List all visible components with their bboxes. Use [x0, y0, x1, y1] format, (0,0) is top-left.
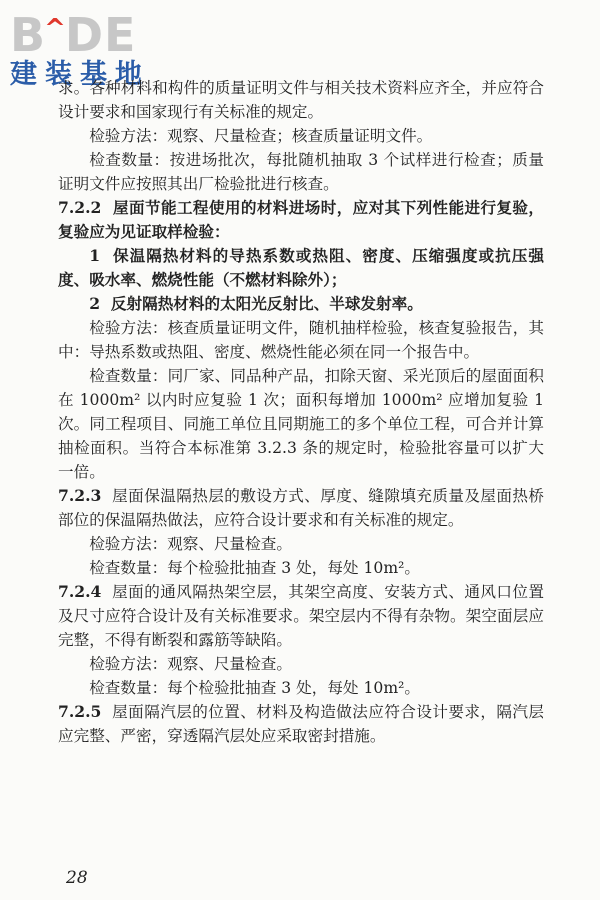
- paragraph-inspection-method: 检验方法：核查质量证明文件，随机抽样检验，核查复验报告，其中：导热系数或热阻、密度、燃烧性能必须在同一个报告中。: [58, 319, 544, 361]
- clause-7-2-4: [58, 580, 544, 652]
- clause-text: 屋面保温隔热层的敷设方式、厚度、缝隙填充质量及屋面热桥部位的保温隔热做法，应符合设计要求和有关标准的规定。: [58, 487, 544, 529]
- clause-number: 7.2.5: [58, 702, 102, 721]
- paragraph-inspection-method: 检验方法：观察、尺量检查。: [89, 535, 292, 553]
- logo-subtitle: 建装基地: [10, 59, 150, 90]
- document-body: [58, 76, 544, 748]
- paragraph-inspection-quantity: 检查数量：每个检验批抽查 3 处，每处 10m²。: [89, 559, 420, 577]
- paragraph-continuation: 求。各种材料和构件的质量证明文件与相关技术资料应齐全，并应符合设计要求和国家现行有关标准的规定。: [58, 79, 544, 121]
- paragraph-inspection-quantity: 检查数量：按进场批次，每批随机抽取 3 个试样进行检查；质量证明文件应按照其出厂检验批进行核查。: [58, 151, 544, 193]
- clause-number: 7.2.2: [58, 198, 102, 217]
- clause-text: 屋面隔汽层的位置、材料及构造做法应符合设计要求，隔汽层应完整、严密，穿透隔汽层处应采取密封措施。: [58, 703, 544, 745]
- clause-number: 7.2.3: [58, 486, 102, 505]
- clause-7-2-2: [58, 196, 544, 244]
- list-number: 2: [89, 294, 101, 313]
- clause-7-2-3: [58, 484, 544, 532]
- page-number: 28: [66, 868, 88, 888]
- list-number: 1: [89, 246, 101, 265]
- clause-7-2-5: [58, 700, 544, 748]
- paragraph-inspection-quantity: 检查数量：同厂家、同品种产品，扣除天窗、采光顶后的屋面面积在 1000m² 以内时应复验 1 次；面积每增加 1000m² 应增加复验 1 次。同工程项目、同施工单位且同期施工的多个单位工程，可合并计算抽检面积。当符合本标准第 3.2.3 条的规定时，检验批容量可以扩大一倍。: [58, 367, 544, 481]
- paragraph-inspection-quantity: 检查数量：每个检验批抽查 3 处，每处 10m²。: [89, 679, 420, 697]
- clause-number: 7.2.4: [58, 582, 102, 601]
- list-text: 保温隔热材料的导热系数或热阻、密度、压缩强度或抗压强度、吸水率、燃烧性能（不燃材料除外）；: [58, 246, 544, 289]
- list-item-1: [58, 244, 544, 292]
- paragraph-inspection-method: 检验方法：观察、尺量检查；核查质量证明文件。: [89, 127, 433, 145]
- paragraph-inspection-method: 检验方法：观察、尺量检查。: [89, 655, 292, 673]
- list-item-2: [58, 292, 544, 316]
- list-text: 反射隔热材料的太阳光反射比、半球发射率。: [110, 294, 423, 313]
- clause-text: 屋面的通风隔热架空层，其架空高度、安装方式、通风口位置及尺寸应符合设计及有关标准要求。架空层内不得有杂物。架空面层应完整，不得有断裂和露筋等缺陷。: [58, 583, 544, 649]
- clause-text: 屋面节能工程使用的材料进场时，应对其下列性能进行复验，复验应为见证取样检验：: [58, 198, 544, 241]
- logo-wordmark: B^DE: [10, 8, 137, 62]
